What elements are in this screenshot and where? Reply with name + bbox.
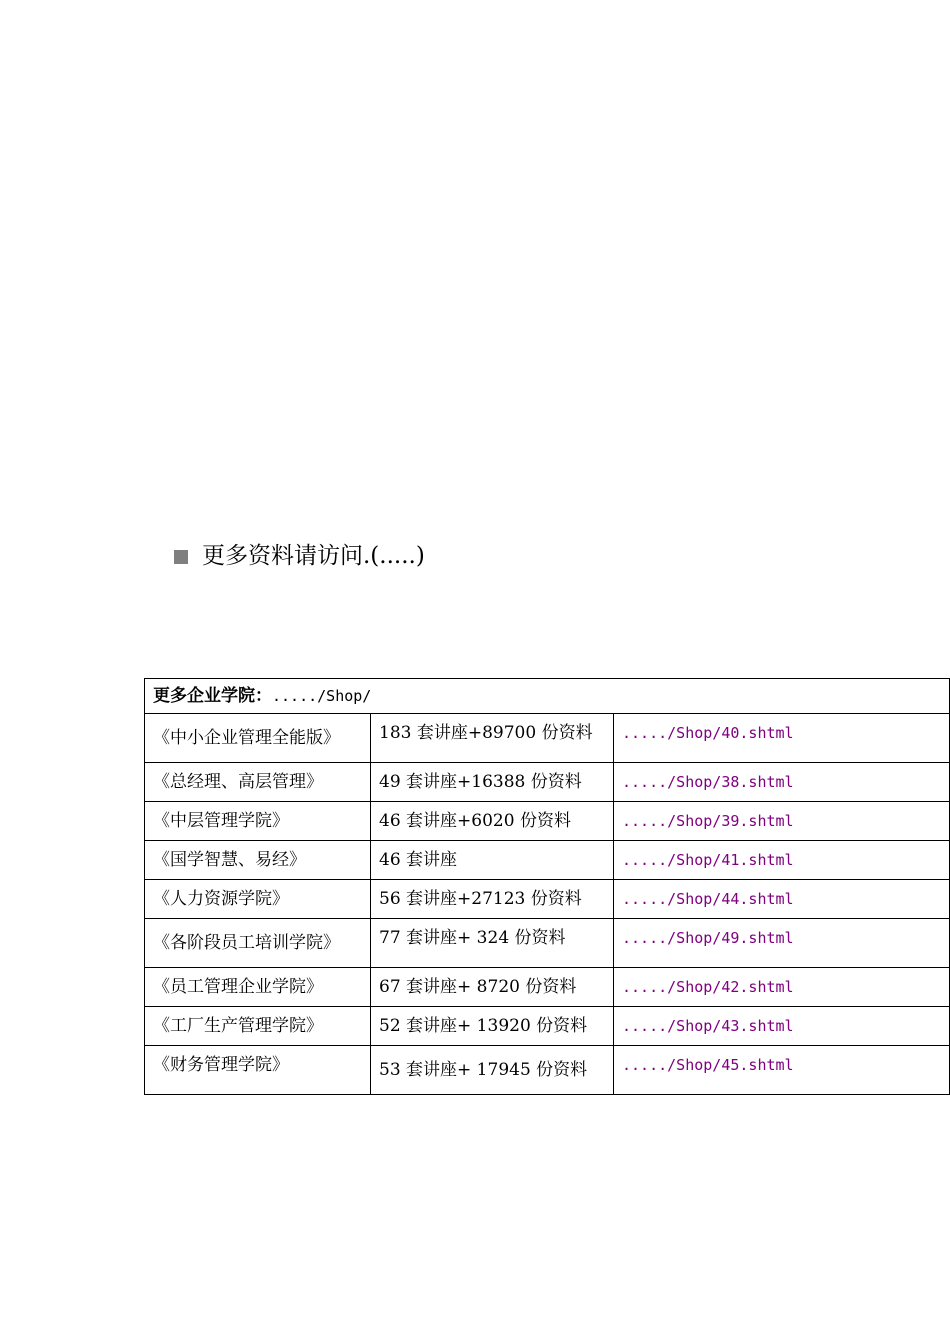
table-row — [145, 763, 950, 802]
academy-description: 77 套讲座+ 324 份资料 — [371, 919, 614, 968]
academy-link-cell — [614, 841, 950, 880]
academy-name: 《员工管理企业学院》 — [145, 968, 371, 1007]
academy-description: 52 套讲座+ 13920 份资料 — [371, 1007, 614, 1046]
academy-name: 《总经理、高层管理》 — [145, 763, 371, 802]
academy-description: 56 套讲座+27123 份资料 — [371, 880, 614, 919]
academy-link-cell — [614, 1007, 950, 1046]
academy-description: 67 套讲座+ 8720 份资料 — [371, 968, 614, 1007]
academy-link-cell — [614, 919, 950, 968]
academy-name: 《工厂生产管理学院》 — [145, 1007, 371, 1046]
table-row — [145, 841, 950, 880]
academy-link[interactable]: ...../Shop/41.shtml — [622, 851, 794, 869]
academy-link[interactable]: ...../Shop/49.shtml — [622, 929, 794, 947]
academy-link[interactable]: ...../Shop/39.shtml — [622, 812, 794, 830]
academy-link[interactable]: ...../Shop/44.shtml — [622, 890, 794, 908]
academy-description: 46 套讲座+6020 份资料 — [371, 802, 614, 841]
table-row — [145, 802, 950, 841]
academy-link-cell — [614, 714, 950, 763]
table-row — [145, 919, 950, 968]
table-header-cell — [145, 679, 950, 714]
academy-link[interactable]: ...../Shop/40.shtml — [622, 724, 794, 742]
square-bullet-icon — [174, 550, 188, 564]
academy-table — [144, 678, 950, 1095]
more-info-line — [174, 540, 425, 572]
academy-name: 《中层管理学院》 — [145, 802, 371, 841]
table-header-url[interactable]: ...../Shop/ — [272, 687, 372, 705]
academy-description: 183 套讲座+89700 份资料 — [371, 714, 614, 763]
academy-name: 《人力资源学院》 — [145, 880, 371, 919]
academy-name: 《各阶段员工培训学院》 — [145, 919, 371, 968]
academy-link-cell — [614, 968, 950, 1007]
academy-link-cell — [614, 880, 950, 919]
table-row — [145, 880, 950, 919]
academy-link-cell — [614, 1046, 950, 1095]
table-row — [145, 1046, 950, 1095]
academy-name: 《国学智慧、易经》 — [145, 841, 371, 880]
academy-link[interactable]: ...../Shop/38.shtml — [622, 773, 794, 791]
academy-link-cell — [614, 763, 950, 802]
academy-link-cell — [614, 802, 950, 841]
table-row — [145, 1007, 950, 1046]
academy-link[interactable]: ...../Shop/45.shtml — [622, 1056, 794, 1074]
table-row — [145, 714, 950, 763]
table-header-row — [145, 679, 950, 714]
academy-name: 《中小企业管理全能版》 — [145, 714, 371, 763]
table-row — [145, 968, 950, 1007]
academy-link[interactable]: ...../Shop/42.shtml — [622, 978, 794, 996]
academy-description: 46 套讲座 — [371, 841, 614, 880]
academy-name: 《财务管理学院》 — [145, 1046, 371, 1095]
table-header-title: 更多企业学院： — [153, 686, 272, 706]
more-info-text: 更多资料请访问.(.....) — [202, 543, 425, 569]
academy-description: 53 套讲座+ 17945 份资料 — [371, 1046, 614, 1095]
academy-link[interactable]: ...../Shop/43.shtml — [622, 1017, 794, 1035]
academy-description: 49 套讲座+16388 份资料 — [371, 763, 614, 802]
